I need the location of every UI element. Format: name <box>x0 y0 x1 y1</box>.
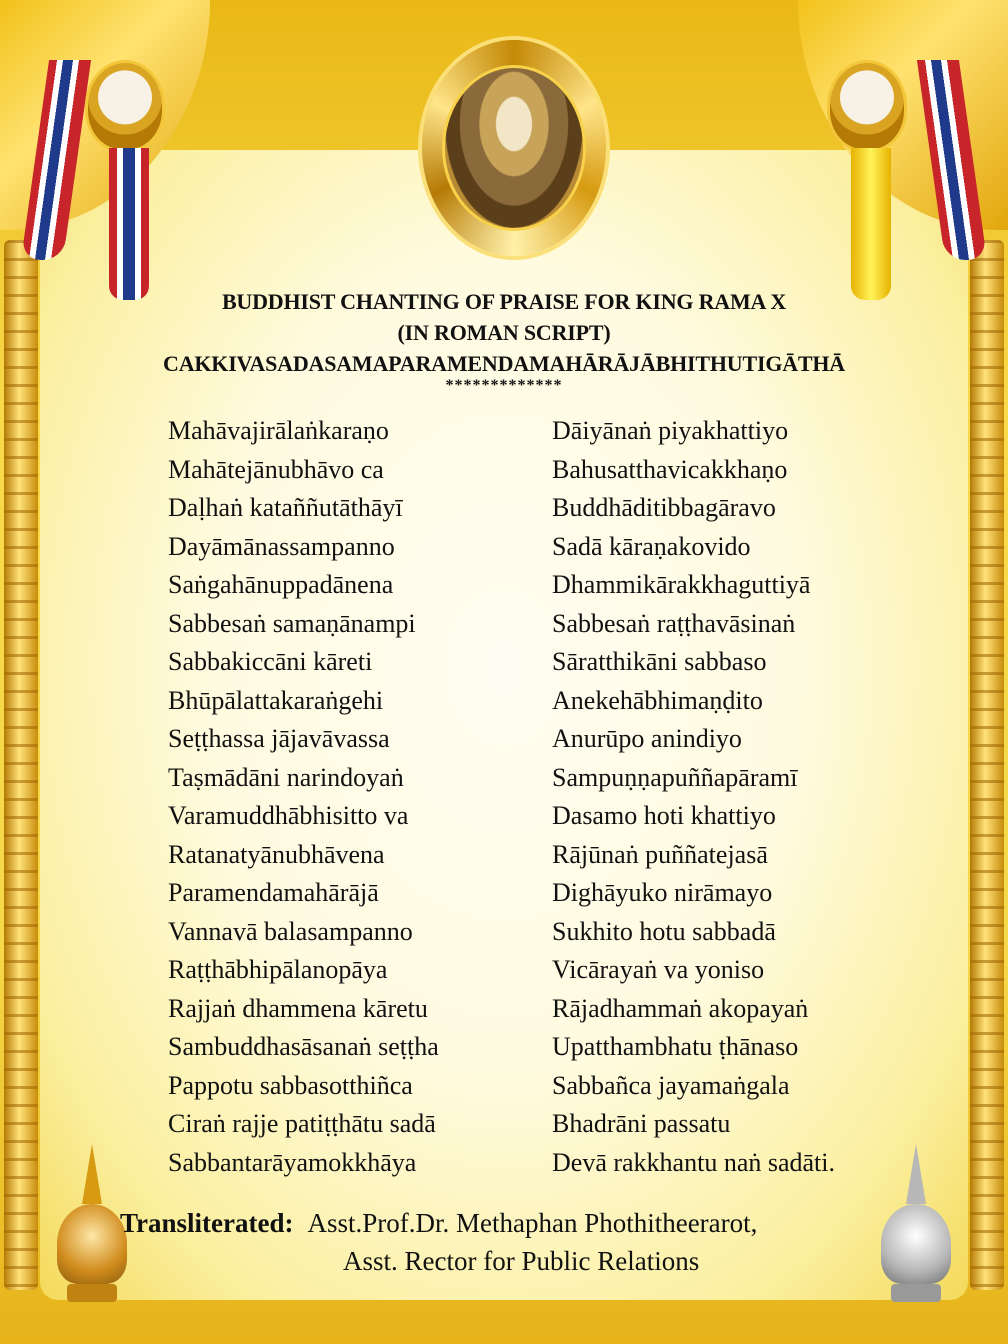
king-portrait-medallion <box>422 40 606 256</box>
verse-line: Raṭṭhābhipālanopāya <box>168 955 388 984</box>
verse-line: Vannavā balasampanno <box>168 916 413 946</box>
credit-label: Transliterated: <box>120 1208 294 1238</box>
left-verse-column <box>168 412 439 1182</box>
credit-block <box>120 1204 920 1280</box>
credit-name: Asst.Prof.Dr. Methaphan Phothitheerarot, <box>307 1208 758 1238</box>
verse-line: Taṣmādāni narindoyaṅ <box>168 762 404 792</box>
verse-line: Dayāmānassampanno <box>168 531 395 561</box>
verse-line: Sabbantarāyamokkhāya <box>168 1147 417 1177</box>
verse-line: Ratanatyānubhāvena <box>168 839 385 869</box>
verse-line: Dhammikārakkhaguttiyā <box>552 570 811 599</box>
verse-line: Rajjaṅ dhammena kāretu <box>168 993 428 1023</box>
verse-line: Ciraṅ rajje patiṭṭhātu sadā <box>168 1109 436 1138</box>
title-line-3: CAKKIVASADASAMAPARAMENDAMAHĀRĀJĀBHITHUTIGĀTHĀ <box>163 351 845 376</box>
verse-line: Saṅgahānuppadānena <box>168 570 394 599</box>
verse-line: Devā rakkhantu naṅ sadāti. <box>552 1147 836 1177</box>
right-verse-column <box>552 412 835 1182</box>
verse-line: Mahāvajirālaṅkaraṇo <box>168 416 389 445</box>
verse-line: Dāiyānaṅ piyakhattiyo <box>552 416 789 445</box>
verse-line: Sabbakiccāni kāreti <box>168 647 373 676</box>
verse-line: Anurūpo anindiyo <box>552 724 742 753</box>
verse-line: Sambuddhasāsanaṅ seṭṭha <box>168 1032 439 1061</box>
star-separator: ************* <box>445 377 563 394</box>
verse-line: Anekehābhimaṇḍito <box>552 685 763 715</box>
verse-line: Seṭṭhassa jājavāvassa <box>168 724 390 753</box>
verse-line: Bhūpālattakaraṅgehi <box>168 685 384 715</box>
right-yellow-flag-pole <box>851 148 891 300</box>
verse-line: Bahusatthavicakkhaṇo <box>552 454 788 484</box>
right-emblem-banner <box>842 60 900 300</box>
verse-line: Dasamo hoti khattiyo <box>552 801 776 830</box>
verse-line: Rājūnaṅ puññatejasā <box>552 839 768 869</box>
verse-line: Paramendamahārājā <box>168 878 379 907</box>
medallion-gold-rim <box>422 40 606 256</box>
verse-line: Sāratthikāni sabbaso <box>552 647 767 676</box>
verse-line: Varamuddhābhisitto va <box>168 801 409 830</box>
verse-line: Rājadhammaṅ akopayaṅ <box>552 993 809 1023</box>
verse-line: Daḷhaṅ kataññutāthāyī <box>168 493 403 522</box>
verse-line: Pappotu sabbasotthiñca <box>168 1070 413 1100</box>
verse-line: Buddhāditibbagāravo <box>552 493 776 522</box>
right-royal-portrait-badge <box>827 60 907 152</box>
verse-line: Sukhito hotu sabbadā <box>552 916 776 946</box>
left-national-flag-pole <box>109 148 149 300</box>
verse-line: Sabbañca jayamaṅgala <box>552 1070 790 1100</box>
verse-line: Dighāyuko nirāmayo <box>552 878 773 907</box>
verse-line: Sampuṇṇapuññapāramī <box>552 762 798 792</box>
title-block <box>40 286 968 393</box>
king-portrait-image <box>442 65 586 231</box>
verse-line: Sabbesaṅ raṭṭhavāsinaṅ <box>552 608 796 638</box>
verse-line: Mahātejānubhāvo ca <box>168 454 384 484</box>
right-finial-base <box>891 1284 941 1302</box>
verse-line: Sadā kāraṇakovido <box>552 531 751 561</box>
verse-line: Bhadrāni passatu <box>552 1109 731 1138</box>
title-line-2: (IN ROMAN SCRIPT) <box>397 320 611 345</box>
credit-position: Asst. Rector for Public Relations <box>343 1246 700 1276</box>
verse-line: Sabbesaṅ samaṇānampi <box>168 608 416 638</box>
verse-line: Vicārayaṅ va yoniso <box>552 955 765 984</box>
verse-columns <box>0 412 1008 1182</box>
title-line-1: BUDDHIST CHANTING OF PRAISE FOR KING RAMA X <box>221 289 787 314</box>
left-finial-body <box>57 1204 127 1284</box>
left-emblem-banner <box>100 60 158 300</box>
left-finial-base <box>67 1284 117 1302</box>
left-royal-portrait-badge <box>85 60 165 152</box>
verse-line: Upatthambhatu ṭhānaso <box>552 1032 799 1061</box>
